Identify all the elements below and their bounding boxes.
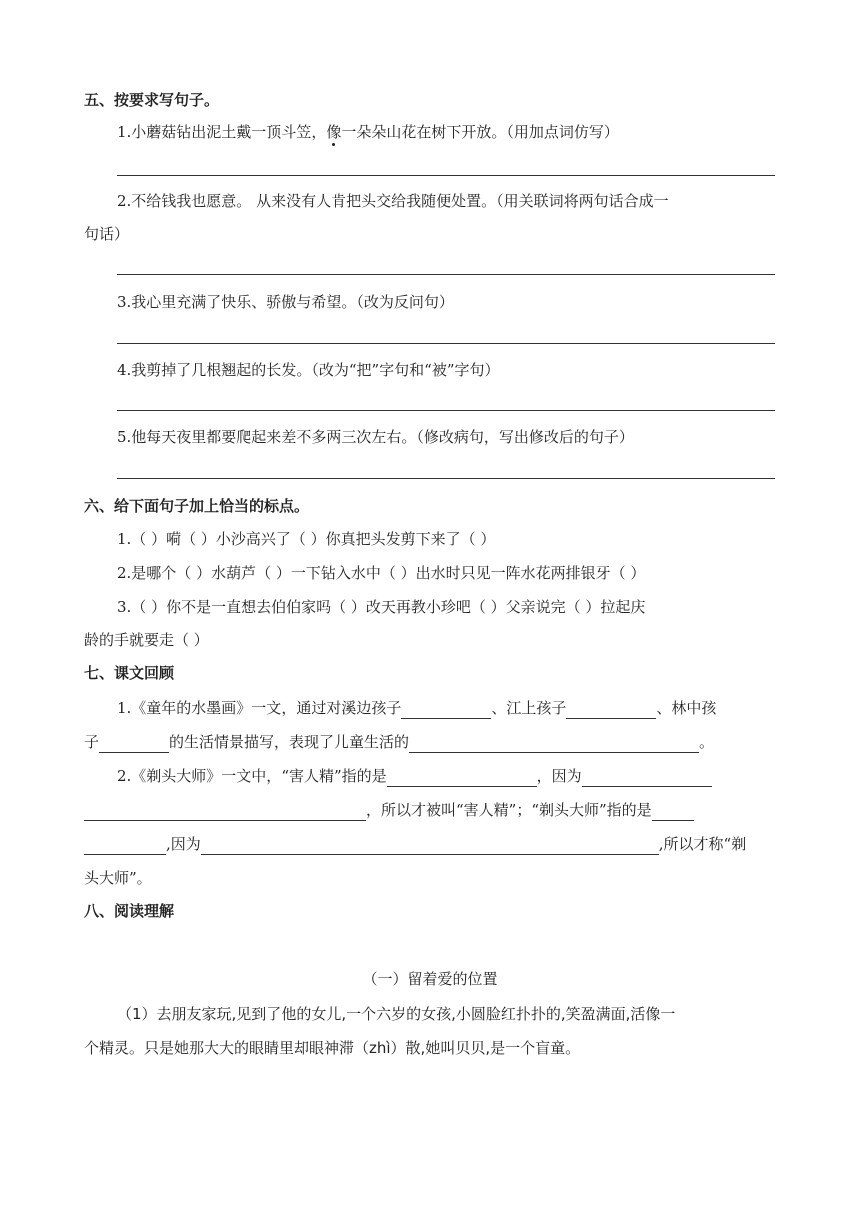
s5-q3-answer-line[interactable] <box>117 343 775 344</box>
s7-question-1-line-1 <box>117 697 716 719</box>
s5-q1-text-b: 一朵朵山花在树下开放。（用加点词仿写） <box>341 123 619 141</box>
s5-question-3: 3.我心里充满了快乐、骄傲与希望。（改为反问句） <box>117 293 454 311</box>
s6-question-1: 1.（ ）嗬（ ）小沙高兴了（ ）你真把头发剪下来了（ ） <box>117 530 496 548</box>
section-8-heading: 八、阅读理解 <box>84 902 175 920</box>
s7-q1-text-f: 。 <box>699 733 715 751</box>
s7-question-2-line-3 <box>84 833 746 855</box>
s5-q4-answer-line[interactable] <box>117 410 775 411</box>
s6-question-3-line-1: 3.（ ）你不是一直想去伯伯家吗（ ）改天再教小珍吧（ ）父亲说完（ ）拉起庆 <box>117 598 646 616</box>
s7-q2-blank-4[interactable] <box>652 804 694 821</box>
s7-q1-text-a: 1.《童年的水墨画》一文，通过对溪边孩子 <box>117 699 402 717</box>
s7-q2-text-a: 2.《剃头大师》一文中，“害人精”指的是 <box>117 767 387 785</box>
s7-q2-text-c: ，所以才被叫“害人精”；“剃头大师”指的是 <box>366 801 652 819</box>
s7-q2-text-d: ,因为 <box>166 835 201 853</box>
s7-question-1-line-2 <box>84 731 714 753</box>
section-6-heading: 六、给下面句子加上恰当的标点。 <box>84 497 310 515</box>
s7-q2-text-b: ，因为 <box>536 767 582 785</box>
passage-para-1-line-1: （1）去朋友家玩,见到了他的女儿,一个六岁的女孩,小圆脸红扑扑的,笑盈满面,活像一 <box>117 1005 676 1023</box>
s7-q2-blank-5[interactable] <box>84 838 166 855</box>
s7-q2-blank-3[interactable] <box>84 804 366 821</box>
s7-q1-blank-3[interactable] <box>99 736 169 753</box>
s6-question-3-line-2: 龄的手就要走（ ） <box>84 631 209 649</box>
s5-question-2-line-2: 句话） <box>84 225 130 243</box>
s5-q5-answer-line[interactable] <box>117 478 775 479</box>
passage-para-1-line-2: 个精灵。只是她那大大的眼睛里却眼神滞（zhì）散,她叫贝贝,是一个盲童。 <box>84 1039 581 1057</box>
s7-q1-text-c: 、林中孩 <box>656 699 717 717</box>
s7-q2-blank-2[interactable] <box>582 770 712 787</box>
s5-question-4: 4.我剪掉了几根翘起的长发。（改为“把”字句和“被”字句） <box>117 361 500 379</box>
s5-q1-text-a: 1.小蘑菇钻出泥土戴一顶斗笠， <box>117 123 327 141</box>
s5-question-1 <box>117 121 619 143</box>
s7-q2-blank-1[interactable] <box>387 770 537 787</box>
s7-q1-blank-2[interactable] <box>566 702 656 719</box>
s5-q1-answer-line[interactable] <box>117 175 775 176</box>
s6-question-2: 2.是哪个（ ）水葫芦（ ）一下钻入水中（ ）出水时只见一阵水花两排银牙（ ） <box>117 564 646 582</box>
passage-title: （一）留着爱的位置 <box>362 970 498 988</box>
s7-q1-text-e: 的生活情景描写，表现了儿童生活的 <box>169 733 410 751</box>
section-5-heading: 五、按要求写句子。 <box>84 91 220 109</box>
s7-q1-text-d: 子 <box>84 733 100 751</box>
s7-q1-blank-4[interactable] <box>409 736 699 753</box>
s7-q1-text-b: 、江上孩子 <box>491 699 567 717</box>
s7-question-2-line-4: 头大师”。 <box>84 869 152 887</box>
s5-q2-answer-line[interactable] <box>117 274 775 275</box>
s5-question-2-line-1: 2.不给钱我也愿意。 从来没有人肯把头交给我随便处置。（用关联词将两句话合成一 <box>117 192 669 210</box>
s7-question-2-line-1 <box>117 765 712 787</box>
section-7-heading: 七、课文回顾 <box>84 664 175 682</box>
s7-q2-text-e: ,所以才称“剃 <box>658 835 747 853</box>
s7-question-2-line-2 <box>84 799 694 821</box>
s5-q1-dotted-word: 像 <box>326 123 342 141</box>
s5-question-5: 5.他每天夜里都要爬起来差不多两三次左右。（修改病句，写出修改后的句子） <box>117 428 634 446</box>
s7-q2-blank-6[interactable] <box>201 838 659 855</box>
s7-q1-blank-1[interactable] <box>401 702 491 719</box>
